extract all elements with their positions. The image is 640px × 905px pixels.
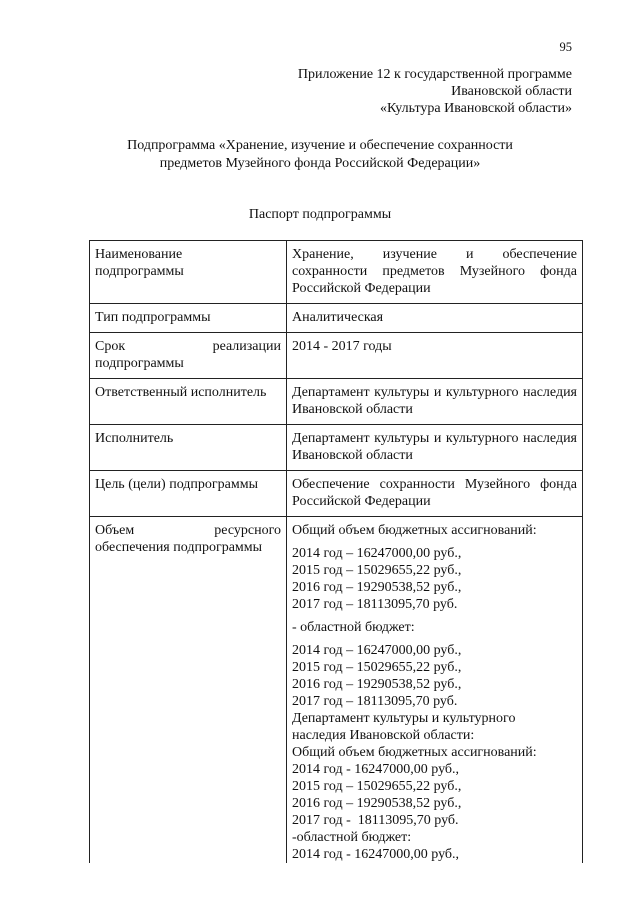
funding-dept-total-line: 2016 год – 19290538,52 руб., [292,796,462,811]
label-word: Объем [95,523,135,538]
row-executor-value: Департамент культуры и культурного наследия Ивановской области [287,425,583,471]
row-responsible-label: Ответственный исполнитель [90,379,287,425]
row-type [90,304,583,333]
row-name-value: Хранение, изучение и обеспечение сохранности предметов Музейного фонда Российской Федерации [287,241,583,304]
label-line: подпрограммы [95,264,184,279]
funding-total-line: 2015 год – 15029655,22 руб., [292,563,462,578]
row-type-label: Тип подпрограммы [90,304,287,333]
subprogram-title-line: Подпрограмма «Хранение, изучение и обеспечение сохранности [127,138,513,153]
row-period [90,333,583,379]
row-goal [90,471,583,517]
appendix-line: «Культура Ивановской области» [379,101,572,116]
label-word: ресурсного [214,523,281,538]
passport-title: Паспорт подпрограммы [248,207,392,222]
subprogram-title [0,137,640,173]
row-period-label [90,333,287,379]
period-label-first-line [95,338,281,355]
funding-label-first-line [95,522,281,539]
appendix-heading [298,66,572,117]
funding-dept-total-line: 2015 год – 15029655,22 руб., [292,779,462,794]
appendix-line: Ивановской области [451,84,572,99]
label-word: реализации [212,339,281,354]
subprogram-title-line: предметов Музейного фонда Российской Федерации» [159,156,481,171]
label-line: Наименование [95,247,183,262]
funding-regional-line: 2017 год – 18113095,70 руб. [292,694,458,709]
funding-total-header: Общий объем бюджетных ассигнований: [292,523,537,538]
row-funding [90,517,583,864]
funding-regional-line: 2016 год – 19290538,52 руб., [292,677,462,692]
funding-total-line: 2014 год – 16247000,00 руб., [292,546,462,561]
row-executor-label: Исполнитель [90,425,287,471]
funding-dept-total-header: Общий объем бюджетных ассигнований: [292,745,537,760]
row-period-value: 2014 - 2017 годы [287,333,583,379]
label-line: подпрограммы [95,356,184,371]
row-responsible-value: Департамент культуры и культурного наследия Ивановской области [287,379,583,425]
row-funding-value [287,517,583,864]
row-goal-value: Обеспечение сохранности Музейного фонда Российской Федерации [287,471,583,517]
funding-total-line: 2017 год – 18113095,70 руб. [292,597,458,612]
row-type-value: Аналитическая [287,304,583,333]
row-name [90,241,583,304]
funding-regional-line: 2015 год – 15029655,22 руб., [292,660,462,675]
page-number: 95 [559,40,572,54]
funding-total-line: 2016 год – 19290538,52 руб., [292,580,462,595]
row-executor [90,425,583,471]
funding-dept-regional-header: -областной бюджет: [292,830,412,845]
funding-dept-total-line: 2017 год - 18113095,70 руб. [292,813,459,828]
funding-regional-line: 2014 год – 16247000,00 руб., [292,643,462,658]
row-goal-label: Цель (цели) подпрограммы [90,471,287,517]
row-funding-label [90,517,287,864]
label-line: обеспечения подпрограммы [95,540,263,555]
funding-dept-line: Департамент культуры и культурного [292,711,516,726]
row-name-label [90,241,287,304]
funding-dept-regional-line: 2014 год - 16247000,00 руб., [292,847,460,862]
row-responsible [90,379,583,425]
label-word: Срок [95,339,126,354]
appendix-line: Приложение 12 к государственной программе [297,67,572,82]
passport-table [89,240,583,863]
funding-dept-total-line: 2014 год - 16247000,00 руб., [292,762,460,777]
funding-dept-line: наследия Ивановской области: [292,728,475,743]
funding-regional-header: - областной бюджет: [292,620,415,635]
